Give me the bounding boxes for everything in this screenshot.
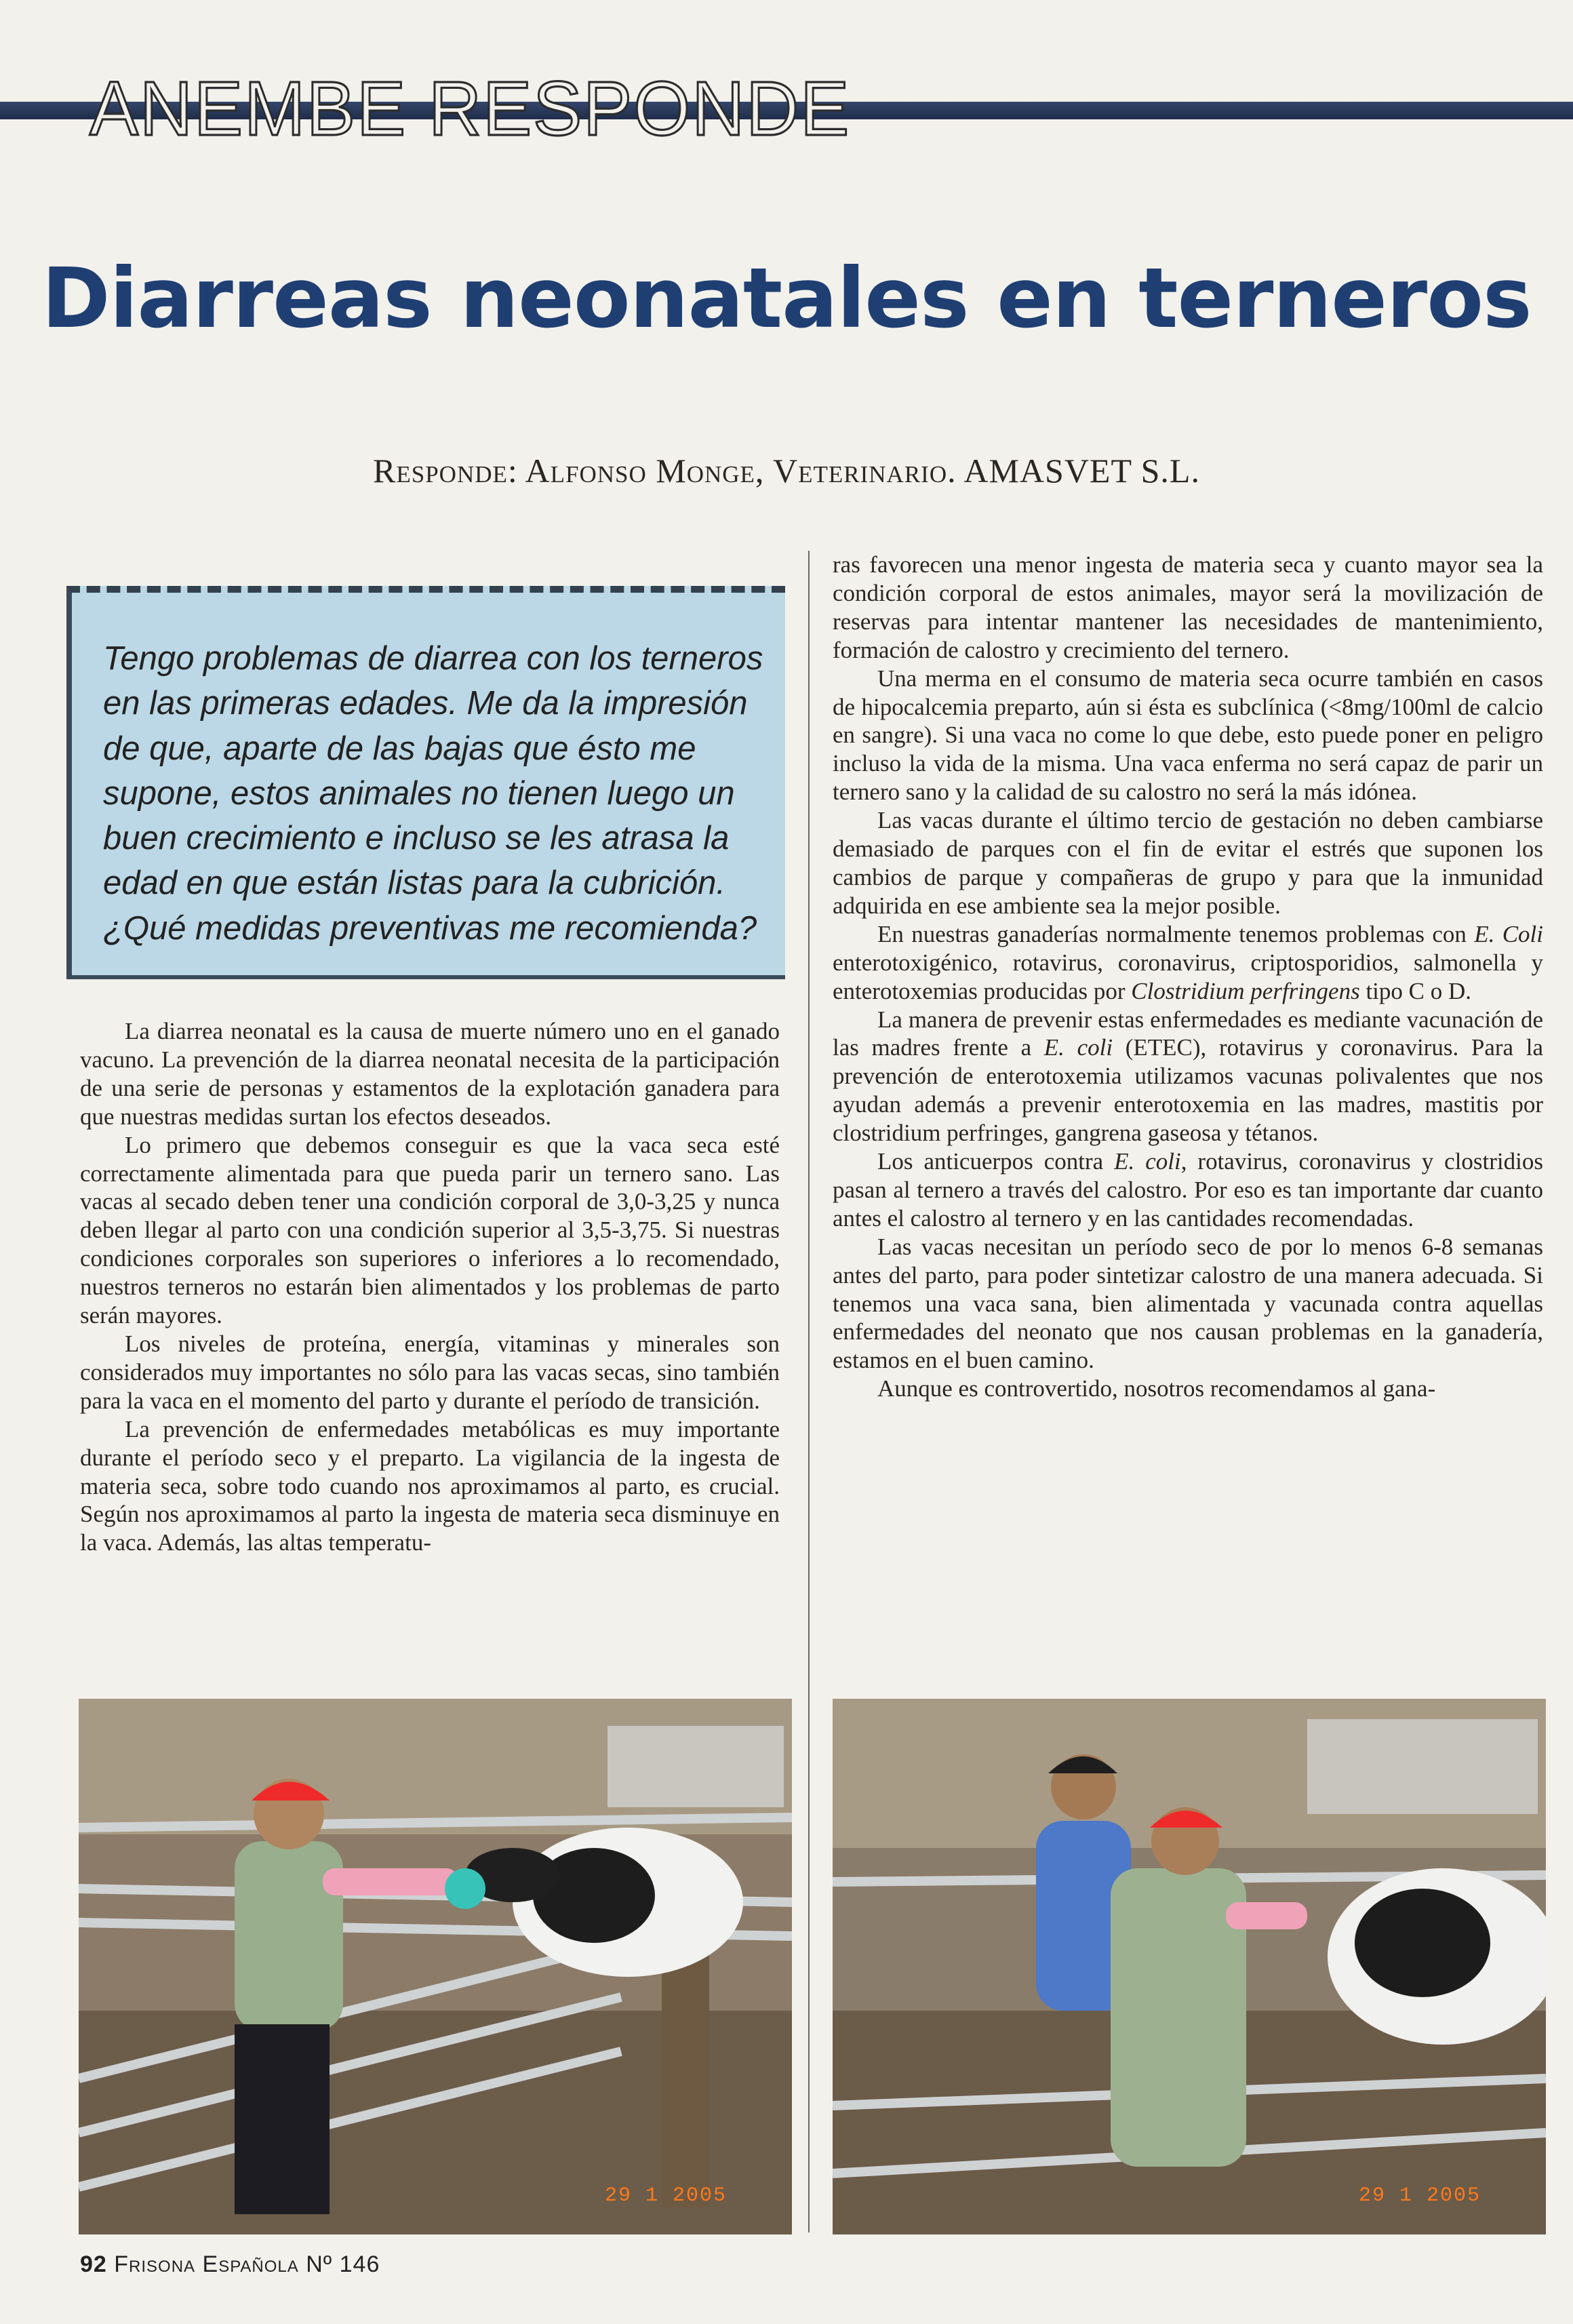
paragraph: Los niveles de proteína, energía, vitaminas y minerales son considerados muy importantes no sólo para las vacas secas, sino también para la vaca en el momento del parto y durante el período de transición.	[80, 1330, 780, 1414]
italic-term: E. coli	[1043, 1034, 1113, 1061]
reader-question	[103, 636, 774, 951]
text-run: , rotavirus, coronavirus y clostridios pasan al ternero a través del calostro. Por eso es tan importante dar cuanto antes el calostro al ternero y en las cantidades recomendadas.	[833, 1148, 1543, 1232]
question-body: Tengo problemas de diarrea con los terneros en las primeras edades. Me da la impresión de que, aparte de las bajas que ésto me supone, estos animales no tienen luego un buen crecimiento e incluso se les atrasa la edad en que están listas para la cubrición.	[103, 640, 763, 902]
paragraph	[833, 1006, 1543, 1148]
text-run: En nuestras ganaderías normalmente tenemos problemas con	[877, 920, 1475, 947]
right-column	[833, 551, 1543, 1403]
paragraph: Lo primero que debemos conseguir es que la vaca seca esté correctamente alimentada para que pueda parir un ternero sano. Las vacas al secado deben tener una condición corporal de 3,0-3,25 y nunca deben llegar al parto con una condición superior al 3,5-3,75. Si nuestras condiciones corporales son superiores o inferiores a lo recomendado, nuestros terneros no estarán bien alimentados y los problemas de parto serán mayores.	[80, 1131, 780, 1329]
paragraph: Aunque es controvertido, nosotros recomendamos al gana-	[877, 1375, 1436, 1402]
text-run: tipo C o D.	[1359, 977, 1472, 1004]
paragraph	[833, 1147, 1543, 1233]
article-byline: Responde: Alfonso Monge, Veterinario. AMASVET S.L.	[373, 452, 1200, 490]
page-footer	[80, 2251, 380, 2278]
photo-date-stamp: 29 1 2005	[1358, 2184, 1481, 2207]
page-number: 92	[80, 2251, 107, 2277]
text-run: (ETEC), rotavirus y coronavirus. Para la prevención de enterotoxemia utilizamos vacunas polivalentes que nos ayudan además a prevenir enterotoxemia en las madres, mastitis por clostridium perfringes, gangrena gaseosa y tétanos.	[833, 1034, 1543, 1147]
text-run: enterotoxigénico, rotavirus, coronavirus, criptosporidios, salmonella y enterotoxemias producidas por	[833, 949, 1543, 1004]
photo-calf-feeding-left	[79, 1699, 792, 2234]
publication-name: Frisona Española Nº 146	[114, 2251, 380, 2277]
paragraph	[833, 920, 1543, 1006]
column-divider	[808, 551, 810, 2232]
article-title: Diarreas neonatales en terneros	[41, 250, 1532, 347]
reader-question-box	[66, 586, 785, 979]
left-column	[80, 1017, 780, 1557]
paragraph: Las vacas necesitan un período seco de por lo menos 6-8 semanas antes del parto, para poder sintetizar calostro de una manera adecuada. Si tenemos una vaca sana, bien alimentada y vacunada contra aquellas enfermedades del neonato que nos causan problemas en la ganadería, estamos en el buen camino.	[833, 1233, 1543, 1374]
paragraph: La prevención de enfermedades metabólicas es muy importante durante el período seco y el preparto. La vigilancia de la ingesta de materia seca, sobre todo cuando nos aproximamos al parto, es crucial. Según nos aproximamos al parto la ingesta de materia seca disminuye en la vaca. Además, las altas temperatu-	[80, 1415, 780, 1556]
question-closing: ¿Qué medidas preventivas me recomienda?	[103, 909, 757, 947]
photo-calf-feeding-right	[833, 1699, 1546, 2234]
text-run: La manera de prevenir estas enfermedades es mediante vacunación de las madres frente a	[833, 1006, 1543, 1061]
paragraph: ras favorecen una menor ingesta de materia seca y cuanto mayor sea la condición corporal de estos animales, mayor será la movilización de reservas para intentar mantener las necesidades de mantenimiento, formación de calostro y crecimiento del ternero.	[833, 551, 1543, 663]
photo-illustration	[833, 1699, 1546, 2234]
paragraph: La diarrea neonatal es la causa de muerte número uno en el ganado vacuno. La prevención de la diarrea neonatal necesita de la participación de una serie de personas y estamentos de la explotación ganadera para que nuestras medidas surtan los efectos deseados.	[80, 1018, 780, 1130]
photo-illustration	[79, 1699, 792, 2234]
photo-date-stamp: 29 1 2005	[604, 2184, 727, 2207]
section-label: ANEMBE RESPONDE	[89, 64, 851, 151]
italic-term: E. Coli	[1474, 920, 1543, 947]
italic-term: E. coli	[1114, 1148, 1181, 1175]
text-run: Los anticuerpos contra	[877, 1148, 1115, 1175]
paragraph: Las vacas durante el último tercio de gestación no deben cambiarse demasiado de parques con el fin de evitar el estrés que suponen los cambios de parque y compañeras de grupo y para que la inmunidad adquirida en ese ambiente sea la mejor posible.	[833, 807, 1543, 919]
italic-term: Clostridium perfringens	[1131, 977, 1360, 1004]
paragraph: Una merma en el consumo de materia seca ocurre también en casos de hipocalcemia preparto, aún si ésta es subclínica (<8mg/100ml de calcio en sangre). Si una vaca no come lo que debe, esto puede poner en peligro incluso la vida de la misma. Una vaca enferma no será capaz de parir un ternero sano y la calidad de su calostro no será la más idónea.	[833, 665, 1543, 806]
